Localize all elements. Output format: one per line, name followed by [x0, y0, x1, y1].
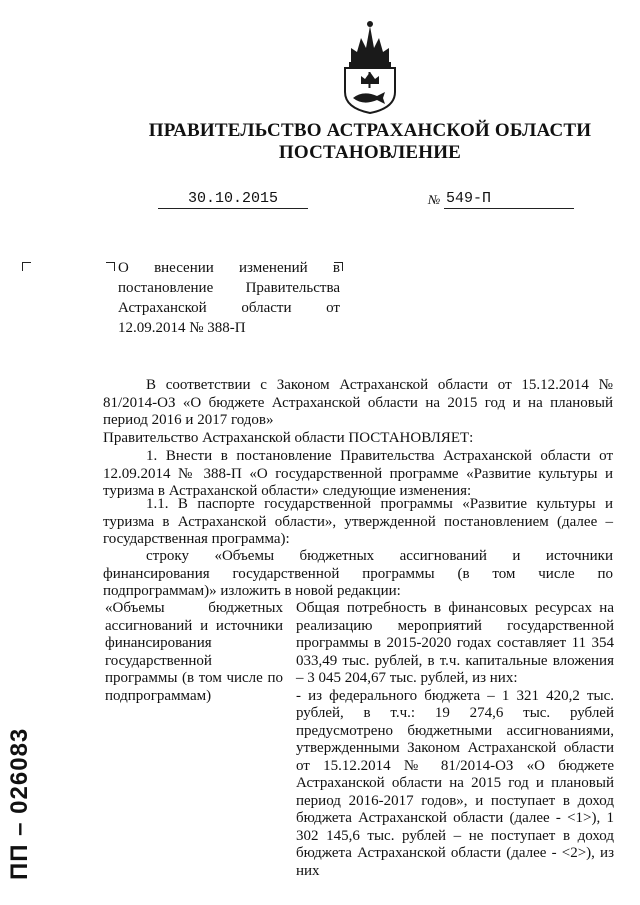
doc-type-title: ПОСТАНОВЛЕНИЕ — [278, 142, 462, 163]
document-number — [444, 190, 574, 209]
document-date-value: 30.10.2015 — [187, 190, 278, 207]
corner-mark-subject-left — [106, 262, 115, 271]
document-number-value: 549-П — [446, 190, 492, 207]
paragraph-string: строку «Объемы бюджетных ассигнований и источники финансирования государственной программы (в том числе по подпрограммам)» изложить в новой редакции: — [103, 548, 613, 599]
corner-mark-left — [22, 262, 31, 271]
document-date — [158, 190, 308, 209]
paragraph-resolves: Правительство Астраханской области ПОСТАНОВЛЯЕТ: — [103, 430, 474, 446]
table-right-total: Общая потребность в финансовых ресурсах на реализацию мероприятий государственной программы в 2015-2020 годах составляет 11 354 033,49 тыс. рублей, в т.ч. капитальные вложения – 3 045 204,67 тыс. рублей, из них: — [296, 600, 614, 686]
number-sign: № — [428, 192, 441, 207]
paragraph-item-1-1: 1.1. В паспорте государственной программы «Развитие культуры и туризма в Астраханской области», утвержденной постановлением (далее – государственная программа): — [103, 496, 613, 547]
paragraph-item-1: 1. Внести в постановление Правительства Астраханской области от 12.09.2014 № 388-П «О государственной программе «Развитие культуры и туризма в Астраханской области» следующие изменения: — [103, 448, 613, 499]
org-title: ПРАВИТЕЛЬСТВО АСТРАХАНСКОЙ ОБЛАСТИ — [148, 120, 592, 141]
document-subject: О внесении изменений в постановление Правительства Астраханской области от 12.09.2014 № 388-П — [118, 260, 340, 336]
side-serial-number: ПП – 026083 — [6, 727, 33, 880]
paragraph-legal-basis: В соответствии с Законом Астраханской области от 15.12.2014 № 81/2014-ОЗ «О бюджете Астраханской области на 2015 год и на плановый период 2016 и 2017 годов» — [103, 377, 613, 428]
table-right-federal: - из федерального бюджета – 1 321 420,2 тыс. рублей, в т.ч.: 19 274,6 тыс. рублей предусмотрено бюджетными ассигнованиями, утвержденными Законом Астраханской области от 15.12.2014 № 81/2014-ОЗ «О бюджете Астраханской области на 2015 год и плановый период 2016-2017 годов», и поступает в доход бюджета Астраханской области (далее - <1>), 1 302 145,6 тыс. рублей – не поступает в доход бюджета Астраханской области (далее - <2>), из них — [296, 687, 614, 879]
table-right-cell — [296, 600, 614, 880]
astrakhan-coat-of-arms-icon — [331, 18, 409, 114]
table-left-cell: «Объемы бюджетных ассигнований и источники финансирования государственной программы (в том числе по подпрограммам) — [105, 600, 283, 704]
